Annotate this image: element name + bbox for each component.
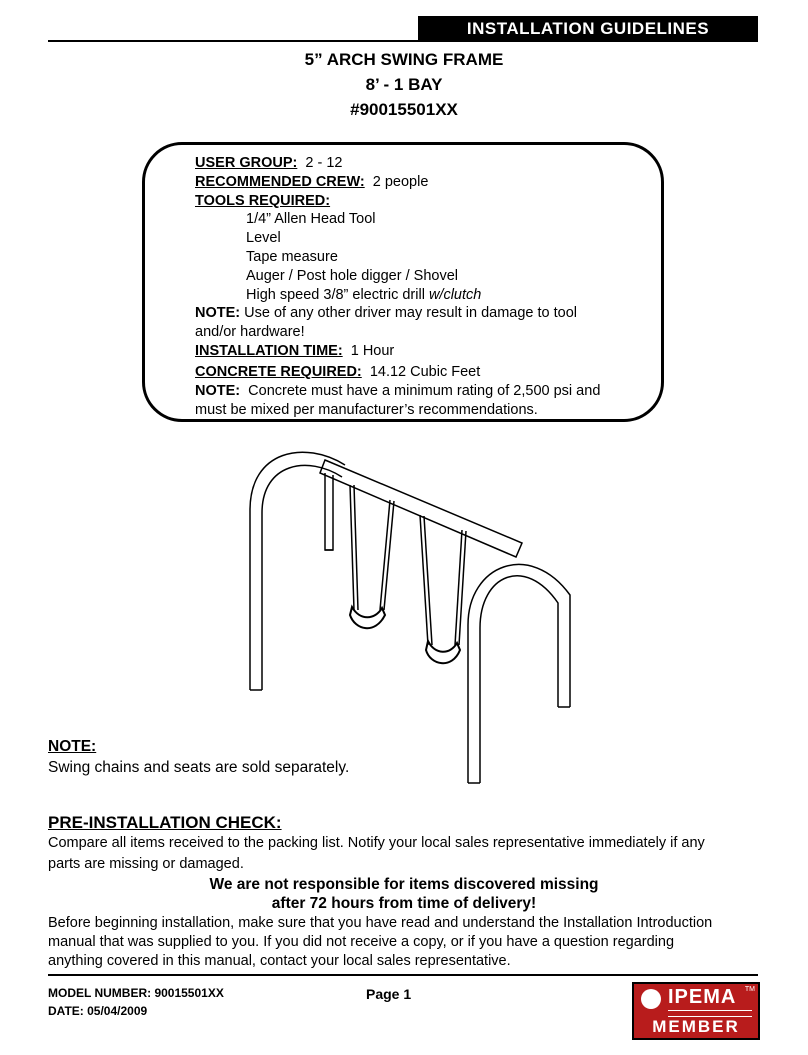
installation-time: INSTALLATION TIME: 1 Hour [195, 343, 395, 359]
concrete-required: CONCRETE REQUIRED: 14.12 Cubic Feet [195, 364, 481, 380]
tool-item: Level [246, 230, 281, 246]
tool-item: High speed 3/8” electric drill w/clutch [246, 287, 482, 303]
warning-line: after 72 hours from time of delivery! [271, 895, 537, 912]
note-driver: NOTE: Use of any other driver may result in damage to tool [195, 305, 577, 321]
preinstall-para2-cont: manual that was supplied to you. If you did not receive a copy, or if you have a question regarding [48, 934, 675, 950]
preinstall-para1: Compare all items received to the packing list. Notify your local sales representative immediately if any [48, 835, 705, 851]
tool-item: Tape measure [246, 249, 338, 265]
recommended-crew: RECOMMENDED CREW: 2 people [195, 174, 429, 190]
logo-tm: TM [744, 986, 755, 993]
preinstall-para1-cont: parts are missing or damaged. [48, 856, 244, 872]
page-title: 5” ARCH SWING FRAME [304, 50, 504, 69]
note-driver-cont: and/or hardware! [195, 324, 305, 340]
ipema-logo [632, 982, 760, 1040]
logo-rule [668, 1010, 752, 1017]
tool-item: Auger / Post hole digger / Shovel [246, 268, 458, 284]
note-concrete: NOTE: Concrete must have a minimum rating of 2,500 psi and [195, 383, 601, 399]
preinstall-para2-cont: anything covered in this manual, contact your local sales representative. [48, 953, 511, 969]
logo-bottom-text: MEMBER [652, 1017, 740, 1036]
preinstall-para2: Before beginning installation, make sure that you have read and understand the Installation Introduction [48, 915, 713, 931]
page-subtitle: 8’ - 1 BAY [365, 75, 443, 94]
warning-line: We are not responsible for items discovered missing [209, 876, 599, 893]
model-number: MODEL NUMBER: 90015501XX [48, 986, 224, 1000]
logo-top-text: IPEMA [668, 986, 737, 1008]
bottom-rule [48, 974, 758, 976]
note-concrete-cont: must be mixed per manufacturer’s recommendations. [195, 402, 538, 418]
part-number: #90015501XX [350, 100, 458, 119]
tools-heading: TOOLS REQUIRED: [195, 193, 331, 209]
page-number: Page 1 [366, 986, 412, 1002]
user-group: USER GROUP: 2 - 12 [195, 155, 343, 171]
logo-emblem-icon [641, 989, 661, 1009]
swing-note-label: NOTE: [48, 738, 97, 755]
top-rule [48, 40, 758, 42]
swing-note-text: Swing chains and seats are sold separately. [48, 759, 350, 776]
preinstall-heading: PRE-INSTALLATION CHECK: [48, 813, 282, 832]
date: DATE: 05/04/2009 [48, 1004, 148, 1018]
swing-frame-illustration [230, 425, 590, 795]
tool-item: 1/4” Allen Head Tool [246, 211, 376, 227]
header-banner: INSTALLATION GUIDELINES [418, 16, 758, 42]
